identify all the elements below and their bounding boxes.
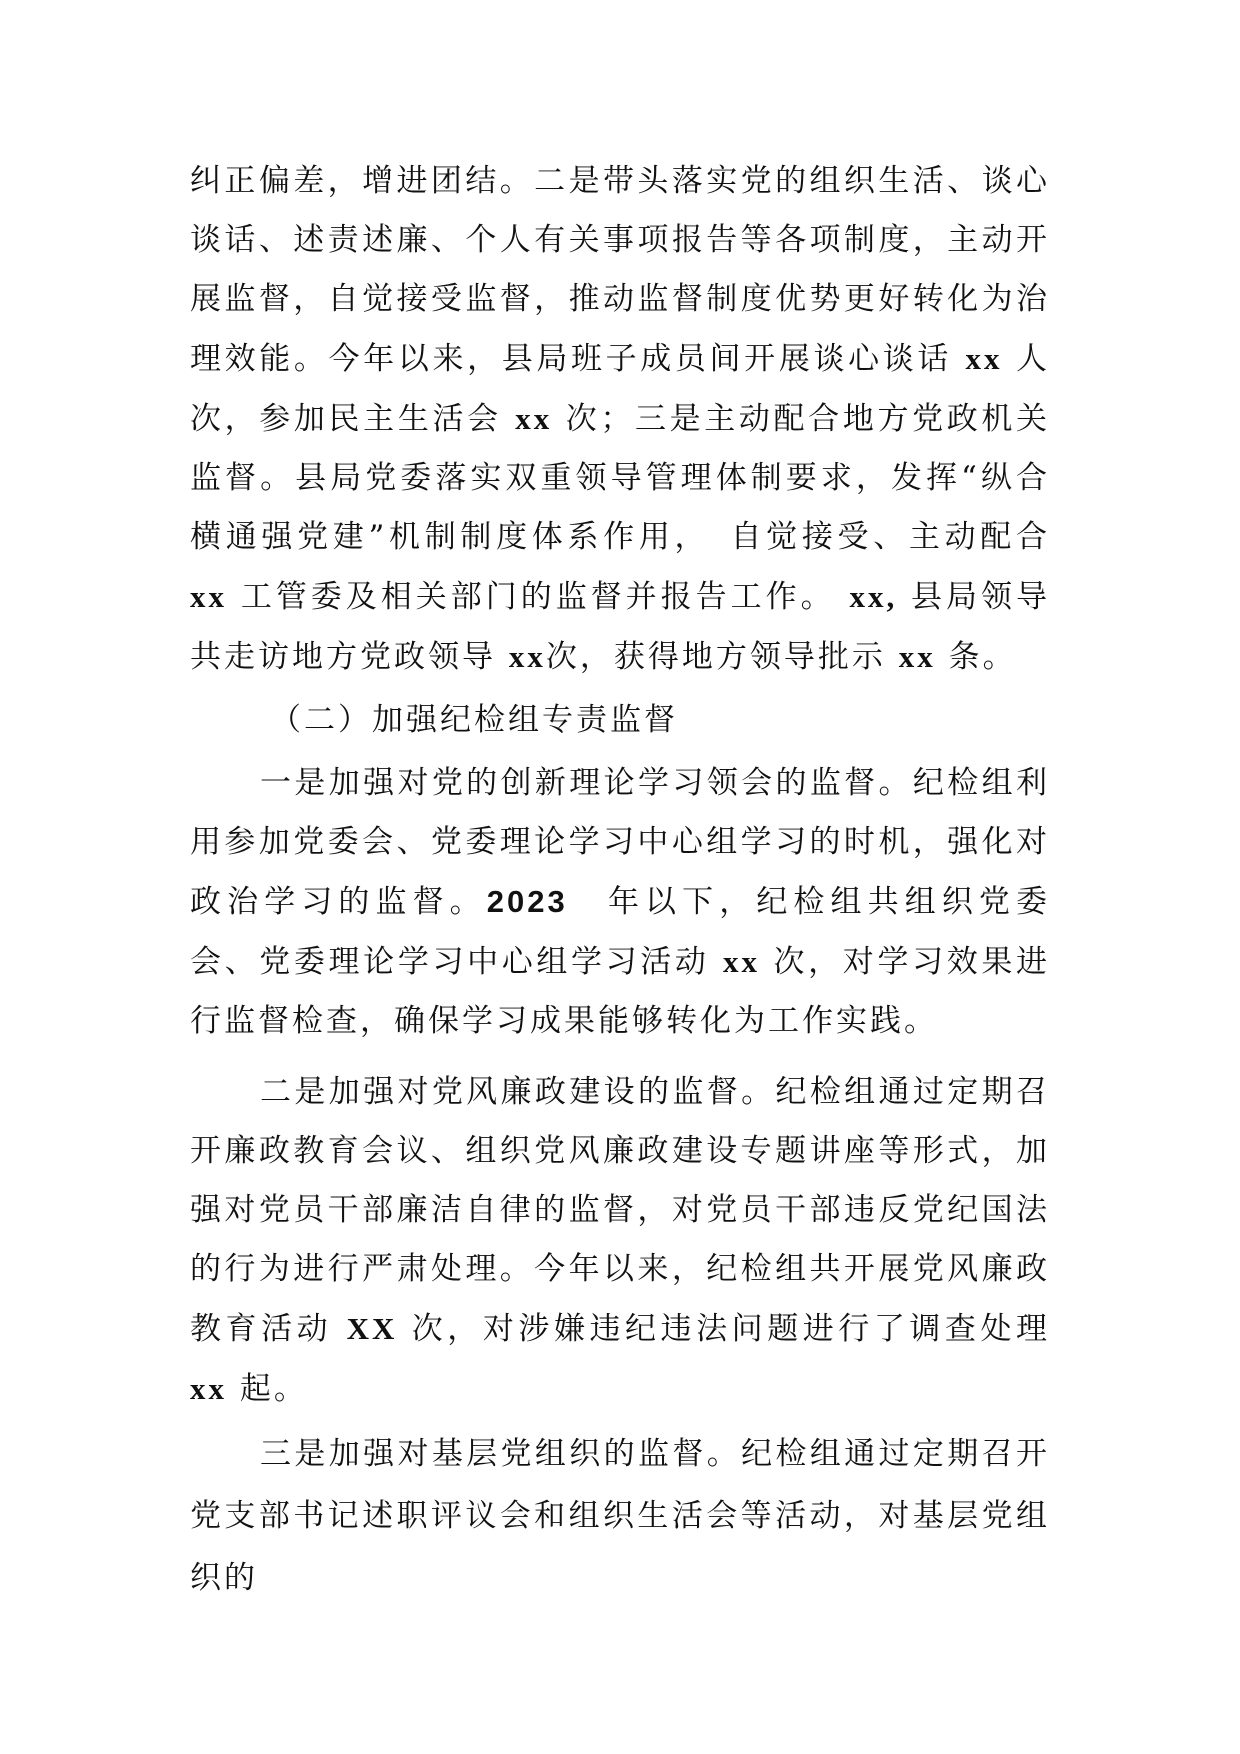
text-run: 次，对涉嫌违纪违法问题进行了调查处理 [397,1311,1050,1347]
paragraph-theory-study-supervision [190,754,1050,1051]
text-run: 三是加强对基层党组织的监督。纪检组通过定期召开党支部书记述职评议会和组织生活会等活动，对基层党组织的 [190,1436,1050,1596]
text-run: 二是加强对党风廉政建设的监督。纪检组通过定期召开廉政教育会议、组织党风廉政建设专题讲座等形式，加强对党员干部廉洁自律的监督，对党员干部违反党纪国法的行为进行严肃处理。今年以来，纪检组共开展党风廉政教育活动 [190,1074,1050,1347]
text-run: 县局领导共走访地方党政领导 [190,579,1050,675]
text-run: 一是加强对党的创新理论学习领会的监督。纪检组利用参加党委会、党委理论学习中心组学习的时机，强化对政治学习的监督。 [190,765,1050,920]
count-placeholder: xx [190,1371,227,1406]
count-placeholder: XX [346,1311,398,1346]
count-placeholder: xx, [849,579,898,614]
paragraph-integrity-supervision [190,1063,1050,1419]
count-placeholder: xx [515,401,553,436]
document-body [190,152,1050,1609]
text-run: 年以下，纪检组共组织党委会、党委理论学习中心组学习活动 [190,884,1051,980]
text-run: 起。 [227,1371,308,1407]
paragraph-supervision-cooperation [190,152,1050,687]
count-placeholder: xx [723,944,761,979]
count-placeholder: xx [965,341,1003,376]
count-placeholder: xx [190,579,227,614]
text-run: 人次，参加民主生活会 [190,341,1050,437]
text-run: 工管委及相关部门的监督并报告工作。 [227,579,850,615]
text-run: 纠正偏差，增进团结。二是带头落实党的组织生活、谈心谈话、述责述廉、个人有关事项报告等各项制度，主动开展监督，自觉接受监督，推动监督制度优势更好转化为治理效能。今年以来，县局班子成员间开展谈心谈话 [190,163,1050,377]
text-run: 次，对学习效果进行监督检查，确保学习成果能够转化为工作实践。 [190,944,1050,1039]
count-placeholder: xx [898,639,936,674]
text-run: 次，获得地方领导批示 [545,639,899,675]
count-placeholder: xx [508,639,546,674]
text-run: 条。 [935,639,1017,675]
text-run: 次；三是主动配合地方党政机关监督。县局党委落实双重领导管理体制要求，发挥“纵合横通强党建”机制制度体系作用， 自觉接受、主动配合 [190,401,1051,555]
section-heading: （二）加强纪检组专责监督 [270,702,678,738]
paragraph-grassroots-supervision [190,1423,1050,1609]
year-value: 2023 [486,884,568,919]
